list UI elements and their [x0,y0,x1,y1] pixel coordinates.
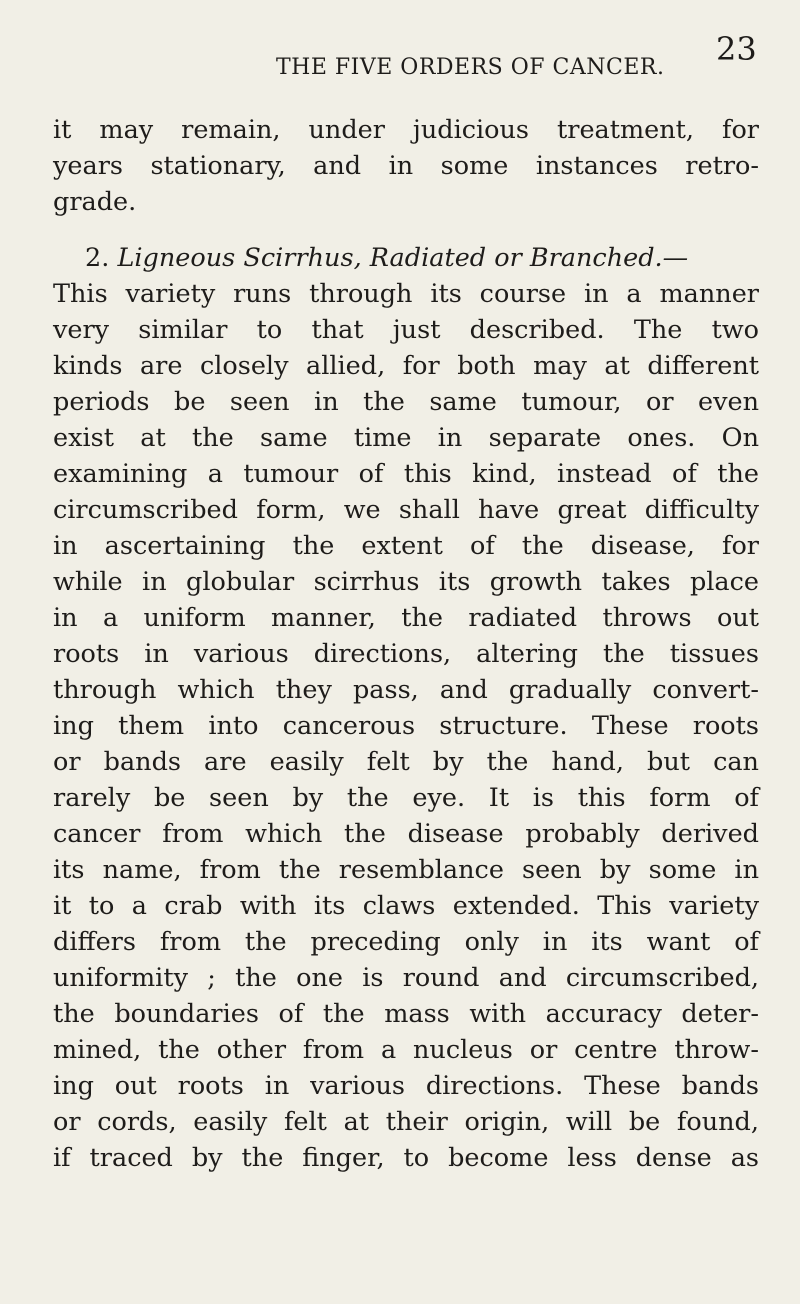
section-number: 2. [85,243,110,273]
text-line: or cords, easily felt at their origin, will be found, [53,1107,759,1137]
text-line: or bands are easily felt by the hand, but can [53,747,759,777]
text-line: kinds are closely allied, for both may at different [53,351,759,381]
text-line: in a uniform manner, the radiated throws out [53,603,759,633]
text-line: years stationary, and in some instances retro- [53,151,759,181]
text-line: cancer from which the disease probably derived [53,819,759,849]
text-line: roots in various directions, altering the tissues [53,639,759,669]
text-line: ing out roots in various directions. These bands [53,1071,759,1101]
text-line: uniformity ; the one is round and circumscribed, [53,963,759,993]
text-line: This variety runs through its course in a manner [53,279,759,309]
text-line: examining a tumour of this kind, instead of the [53,459,759,489]
text-line: it to a crab with its claws extended. This variety [53,891,759,921]
text-line: rarely be seen by the eye. It is this form of [53,783,759,813]
text-line: circumscribed form, we shall have great difficulty [53,495,759,525]
text-line: if traced by the finger, to become less dense as [53,1143,759,1173]
text-line: the boundaries of the mass with accuracy deter- [53,999,759,1029]
text-line: through which they pass, and gradually convert- [53,675,759,705]
text-line: ing them into cancerous structure. These roots [53,711,759,741]
text-line: it may remain, under judicious treatment, for [53,115,759,145]
text-line: while in globular scirrhus its growth takes place [53,567,759,597]
section-heading-line [85,240,759,276]
text-line: periods be seen in the same tumour, or even [53,387,759,417]
text-line: exist at the same time in separate ones. On [53,423,759,453]
section-heading: Ligneous Scirrhus, Radiated or Branched.— [117,243,689,273]
text-line: grade. [53,187,137,217]
text-line: mined, the other from a nucleus or centre throw- [53,1035,759,1065]
text-line: differs from the preceding only in its want of [53,927,759,957]
page-number: 23 [716,30,757,68]
running-head: THE FIVE ORDERS OF CANCER. [276,55,665,80]
text-line: very similar to that just described. The two [53,315,759,345]
text-line: in ascertaining the extent of the disease, for [53,531,759,561]
text-line: its name, from the resemblance seen by some in [53,855,759,885]
